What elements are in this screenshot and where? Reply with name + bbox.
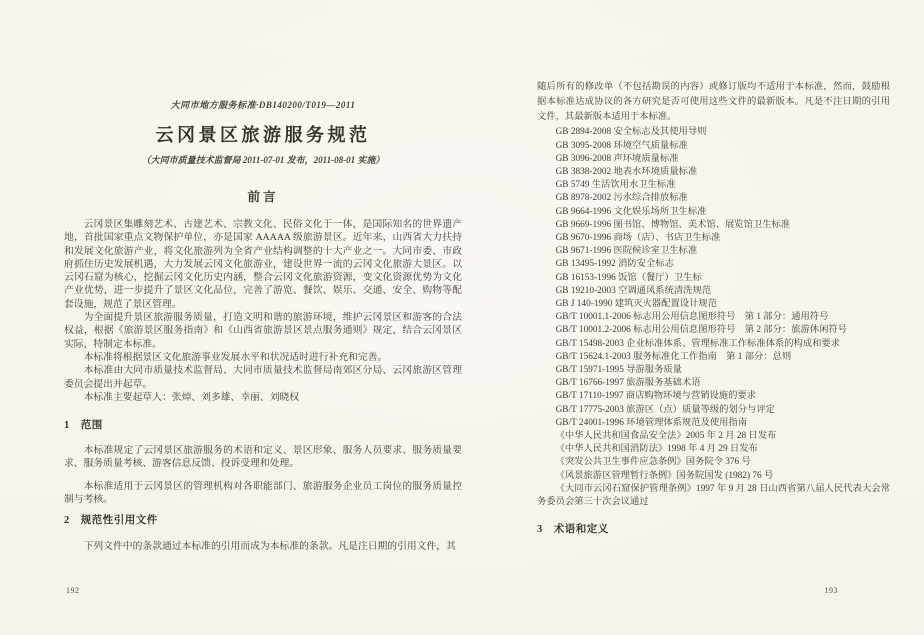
foreword-paragraph: 本标准将根据景区文化旅游事业发展水平和状况适时进行补充和完善。 (83, 351, 388, 363)
page-left (64, 0, 462, 635)
reference-item: GB 2894-2008 安全标志及其使用导则 (555, 127, 707, 138)
standard-code-header: 大同市地方服务标准·DB140200/T019—2011 (170, 100, 356, 110)
reference-item: 《突发公共卫生事件应急条例》国务院令 376 号 (555, 457, 751, 468)
issue-implementation-dates: （大同市质量技术监督局 2011-07-01 发布，2011-08-01 实施） (141, 155, 385, 165)
reference-item: GB 9670-1996 商场（店）、书店卫生标准 (555, 233, 721, 244)
document-title: 云冈景区旅游服务规范 (155, 125, 371, 145)
reference-item: GB 3096-2008 声环境质量标准 (555, 153, 679, 164)
page-number-left: 192 (66, 586, 80, 595)
foreword-paragraph: 本标准由大同市质量技术监督局、大同市质量技术监督局南郊区分局、云冈旅游区管理委员会提出并起草。 (64, 365, 462, 390)
section-3-heading: 3 术语和定义 (537, 524, 609, 536)
foreword-heading: 前言 (247, 190, 279, 204)
reference-item: GB 3838-2002 地表水环境质量标准 (555, 167, 698, 177)
reference-item: GB/T 15971-1995 导游服务质量 (555, 365, 682, 376)
reference-item: 《中华人民共和国食品安全法》2005 年 2 月 28 日发布 (555, 431, 777, 442)
reference-item: GB J 140-1990 建筑灭火器配置设计规范 (555, 299, 718, 310)
foreword-paragraphs (64, 218, 462, 404)
reference-item: GB 9664-1996 文化娱乐场所卫生标准 (555, 206, 707, 217)
section-2-heading: 2 规范性引用文件 (64, 515, 158, 527)
reference-item: GB 19210-2003 空调通风系统清洗规范 (555, 285, 712, 296)
reference-item: GB 3095-2008 环境空气质量标准 (555, 140, 688, 151)
reference-item: 《中华人民共和国消防法》1998 年 4 月 29 日发布 (555, 444, 758, 455)
section-1-paragraph: 本标准适用于云冈景区的管理机构对各职能部门、旅游服务企业员工岗位的服务质量控制与考核。 (64, 480, 462, 506)
foreword-paragraph: 本标准主要起草人：张焯、刘多雄、幸丽、刘晓权 (83, 391, 300, 403)
section-2-paragraphs (64, 540, 462, 553)
reference-item: GB/T 16766-1997 旅游服务基础术语 (555, 378, 701, 389)
section-1-paragraphs (64, 444, 462, 506)
reference-item: 《风景旅游区管理暂行条例》国务院国发 (1982) 76 号 (555, 470, 774, 481)
page-right (537, 0, 890, 635)
reference-item: 《大同市云冈石窟保护管理条例》1997 年 9 月 28 日山西省第八届人民代表大会常务委员会第三十次会议通过 (537, 483, 890, 508)
reference-item: GB/T 15498-2003 企业标准体系、管理标准工作标准体系的构成和要求 (555, 338, 841, 349)
reference-item: GB/T 10001.1-2006 标志用公用信息图形符号 第 1 部分：通用符号 (555, 312, 829, 323)
foreword-paragraph: 云冈景区集雕刻艺术、古建艺术、宗教文化、民俗文化于一体，是国际知名的世界遗产地，首批国家重点文物保护单位，亦是国家 AAAAA 级旅游景区。近年来，山西省大力扶持和发展文化旅游产业，将文化旅游列为全省产业结构调整的十大产业之一。大同市委、市政府抓住历史发展机遇，大力发展云冈文化旅游业，建设世界一流的云冈文化旅游大景区。以云冈石窟为核心，挖掘云冈文化历史内涵，整合云冈文化旅游资源，变文化资源优势为文化产业优势，进一步提升了景区文化品位，完善了游览、餐饮、娱乐、交通、安全、购物等配套设施，规范了景区管理。 (64, 219, 462, 310)
reference-item: GB 13495-1992 消防安全标志 (555, 259, 674, 270)
section-2-paragraph: 下列文件中的条款通过本标准的引用而成为本标准的条款。凡是注日期的引用文件，其 (83, 541, 456, 553)
reference-item: GB 8978-2002 污水综合排放标准 (555, 193, 688, 204)
reference-item: GB 16153-1996 饭馆（餐厅）卫生标 (555, 272, 702, 283)
foreword-paragraph: 为全面提升景区旅游服务质量，打造文明和谐的旅游环境，维护云冈景区和游客的合法权益，根据《旅游景区服务指南》和《山西省旅游景区景点服务通则》规定，结合云冈景区实际，特制定本标准。 (64, 312, 462, 350)
normative-references-list (537, 126, 890, 509)
section-2-continuation-paragraph: 随后所有的修改单（不包括勘误的内容）或修订版均不适用于本标准，然而，鼓励根据本标准达成协议的各方研究是否可使用这些文件的最新版本。凡是不注日期的引用文件，其最新版本适用于本标准。 (537, 82, 890, 122)
reference-item: GB/T 15624.1-2003 服务标准化工作指南 第 1 部分：总则 (555, 351, 792, 362)
reference-item: GB 9669-1996 图书馆、博物馆、美术馆、展览馆卫生标准 (555, 219, 791, 230)
reference-item: GB/T 17775-2003 旅游区（点）质量等级的划分与评定 (555, 404, 775, 415)
reference-item: GB/T 10001.2-2006 标志用公用信息图形符号 第 2 部分：旅游休闲符号 (555, 325, 847, 336)
reference-item: GB 9671-1996 医院候诊室卫生标准 (555, 246, 698, 257)
section-1-paragraph: 本标准规定了云冈景区旅游服务的术语和定义、景区形象、服务人员要求、服务质量要求、服务质量考核、游客信息反馈、投诉受理和处理。 (64, 445, 462, 470)
reference-item: GB/T 17110-1997 商店购物环境与营销设施的要求 (555, 391, 756, 402)
page-number-right: 193 (824, 586, 838, 595)
section-1-heading: 1 范围 (64, 420, 103, 432)
reference-item: GB 5749 生活饮用水卫生标准 (555, 180, 676, 191)
reference-item: GB/T 24001-1996 环境管理体系规范及使用指南 (555, 417, 748, 428)
